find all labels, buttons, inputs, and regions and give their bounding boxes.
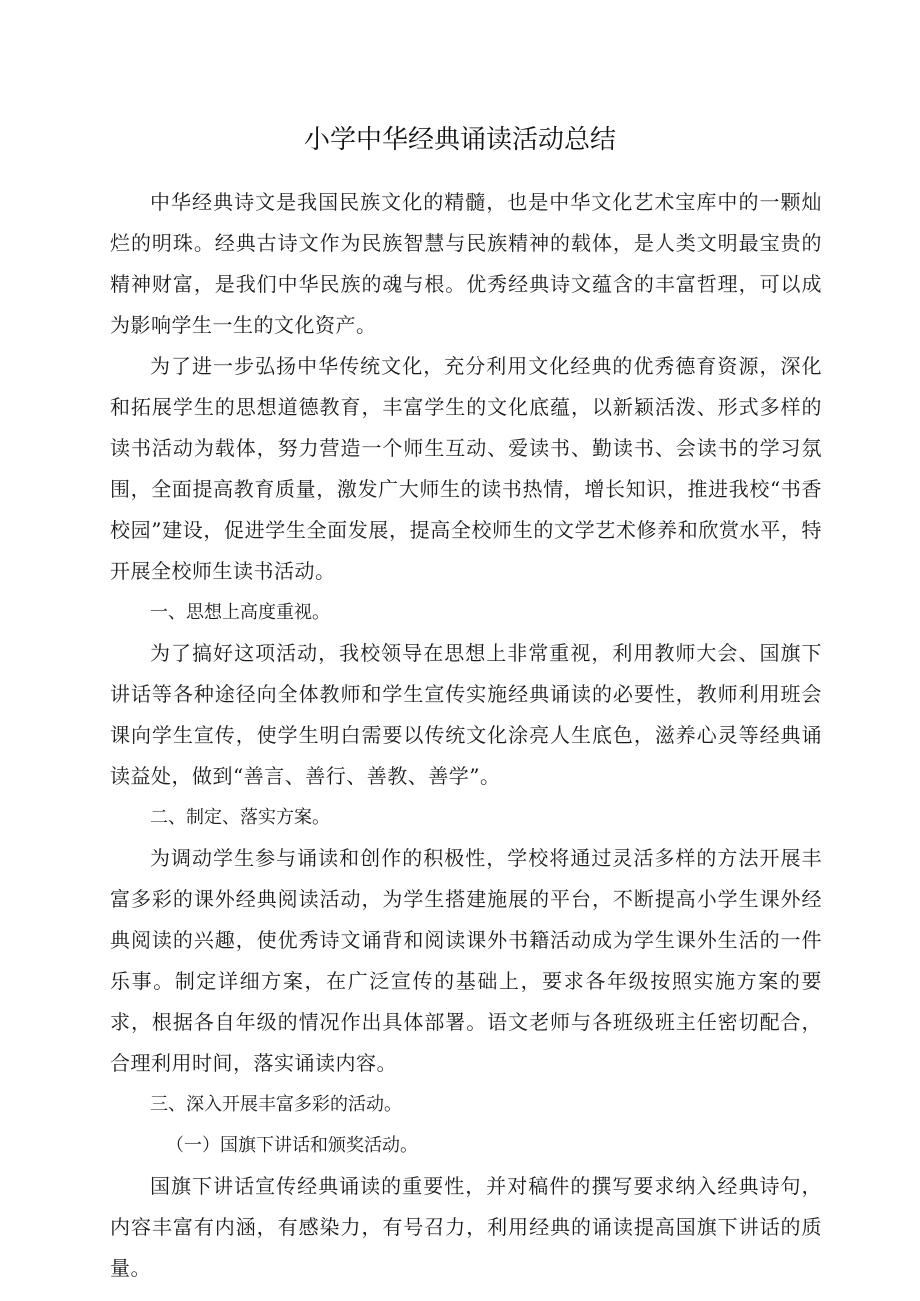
section-2-paragraph: 为调动学生参与诵读和创作的积极性，学校将通过灵活多样的方法开展丰富多彩的课外经典阅读活动，为学生搭建施展的平台，不断提高小学生课外经典阅读的兴趣，使优秀诗文诵背和阅读课外书籍活动成为学生课外生活的一件乐事。制定详细方案，在广泛宣传的基础上，要求各年级按照实施方案的要求，根据各自年级的情况作出具体部署。语文老师与各班级班主任密切配合，合理利用时间，落实诵读内容。 — [110, 846, 822, 1075]
document-body — [110, 182, 822, 1289]
section-3-heading: 三、深入开展丰富多彩的活动。 — [150, 1094, 402, 1115]
section-1-paragraph: 为了搞好这项活动，我校领导在思想上非常重视，利用教师大会、国旗下讲话等各种途径向全体教师和学生宣传实施经典诵读的必要性，教师利用班会课向学生宣传，使学生明白需要以传统文化涂亮人生底色，滋养心灵等经典诵读益处，做到“善言、善行、善教、善学”。 — [110, 641, 822, 788]
section-1-heading: 一、思想上高度重视。 — [150, 602, 330, 623]
intro-paragraph-2: 为了进一步弘扬中华传统文化，充分利用文化经典的优秀德育资源，深化和拓展学生的思想道德教育，丰富学生的文化底蕴，以新颖活泼、形式多样的读书活动为载体，努力营造一个师生互动、爱读书、勤读书、会读书的学习氛围，全面提高教育质量，激发广大师生的读书热情，增长知识，推进我校“书香校园”建设，促进学生全面发展，提高全校师生的文学艺术修养和欣赏水平，特开展全校师生读书活动。 — [110, 354, 822, 583]
section-2-heading: 二、制定、落实方案。 — [150, 807, 330, 828]
section-3-paragraph: 国旗下讲话宣传经典诵读的重要性，并对稿件的撰写要求纳入经典诗句，内容丰富有内涵，有感染力，有号召力，利用经典的诵读提高国旗下讲话的质量。 — [110, 1174, 822, 1280]
section-3-subheading: （一）国旗下讲话和颁奖活动。 — [166, 1135, 418, 1156]
document-title: 小学中华经典诵读活动总结 — [303, 125, 616, 155]
intro-paragraph-1: 中华经典诗文是我国民族文化的精髓，也是中华文化艺术宝库中的一颗灿烂的明珠。经典古诗文作为民族智慧与民族精神的载体，是人类文明最宝贵的精神财富，是我们中华民族的魂与根。优秀经典诗文蕴含的丰富哲理，可以成为影响学生一生的文化资产。 — [110, 190, 822, 337]
